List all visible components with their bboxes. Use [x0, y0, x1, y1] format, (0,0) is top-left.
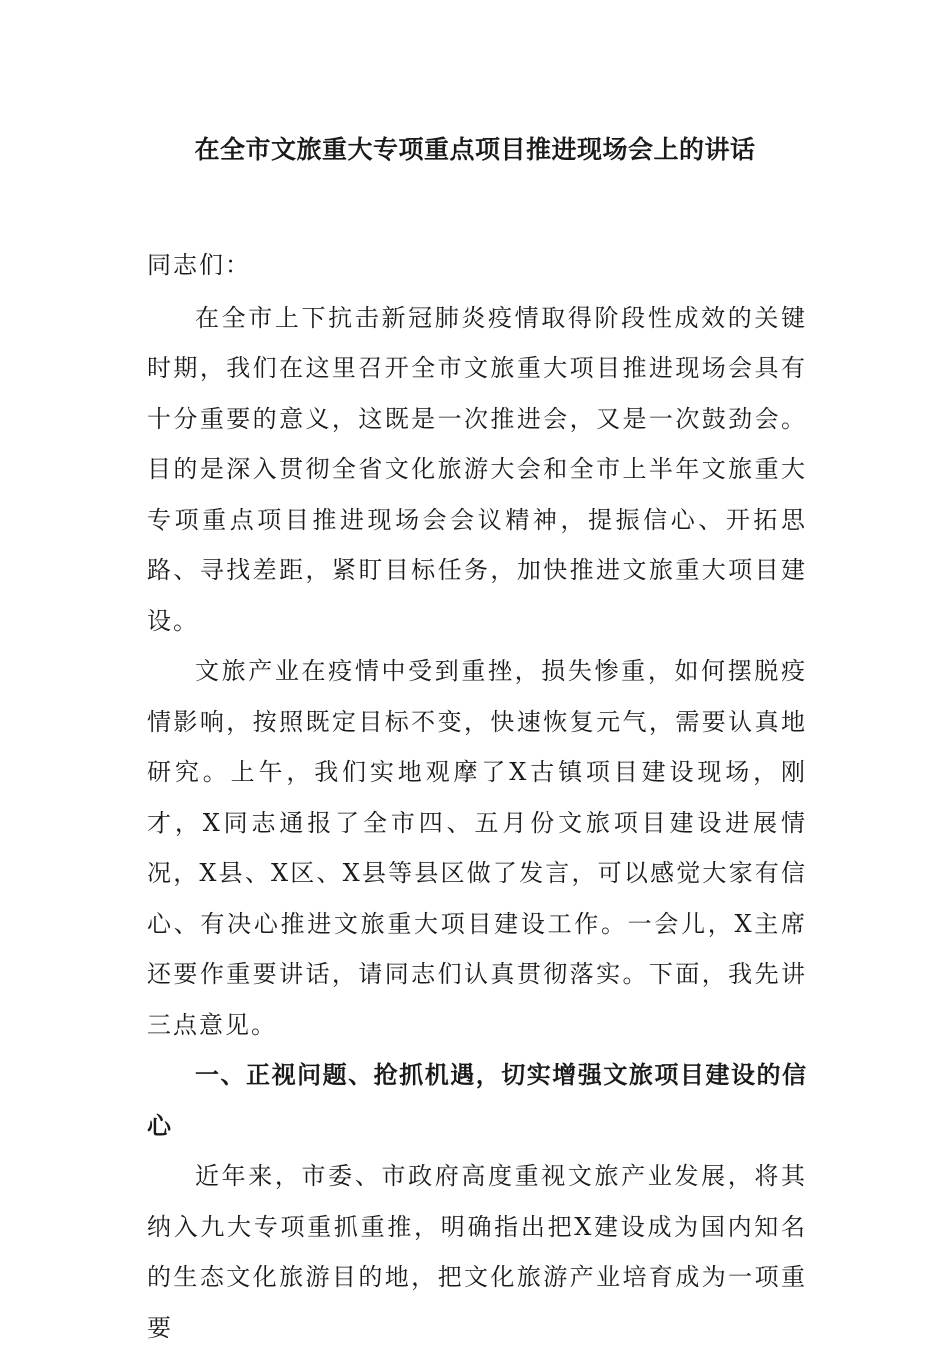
- paragraph-2: 文旅产业在疫情中受到重挫，损失惨重，如何摆脱疫情影响，按照既定目标不变，快速恢复元气，需要认真地研究。上午，我们实地观摩了X古镇项目建设现场，刚才，X同志通报了全市四、五月份文旅项目建设进展情况，X县、X区、X县等县区做了发言，可以感觉大家有信心、有决心推进文旅重大项目建设工作。一会儿，X主席还要作重要讲话，请同志们认真贯彻落实。下面，我先讲三点意见。: [147, 657, 807, 1039]
- section-heading-1: 一、正视问题、抢抓机遇，切实增强文旅项目建设的信心: [147, 1061, 807, 1140]
- document-body: [147, 240, 807, 1353]
- salutation: 同志们：: [147, 251, 251, 279]
- paragraph-1: 在全市上下抗击新冠肺炎疫情取得阶段性成效的关键时期，我们在这里召开全市文旅重大项目推进现场会具有十分重要的意义，这既是一次推进会，又是一次鼓劲会。目的是深入贯彻全省文化旅游大会和全市上半年文旅重大专项重点项目推进现场会会议精神，提振信心、开拓思路、寻找差距，紧盯目标任务，加快推进文旅重大项目建设。: [147, 303, 807, 635]
- paragraph-3: 近年来，市委、市政府高度重视文旅产业发展，将其纳入九大专项重抓重推，明确指出把X建设成为国内知名的生态文化旅游目的地，把文化旅游产业培育成为一项重要: [147, 1162, 807, 1342]
- document-title: 在全市文旅重大专项重点项目推进现场会上的讲话: [194, 135, 756, 164]
